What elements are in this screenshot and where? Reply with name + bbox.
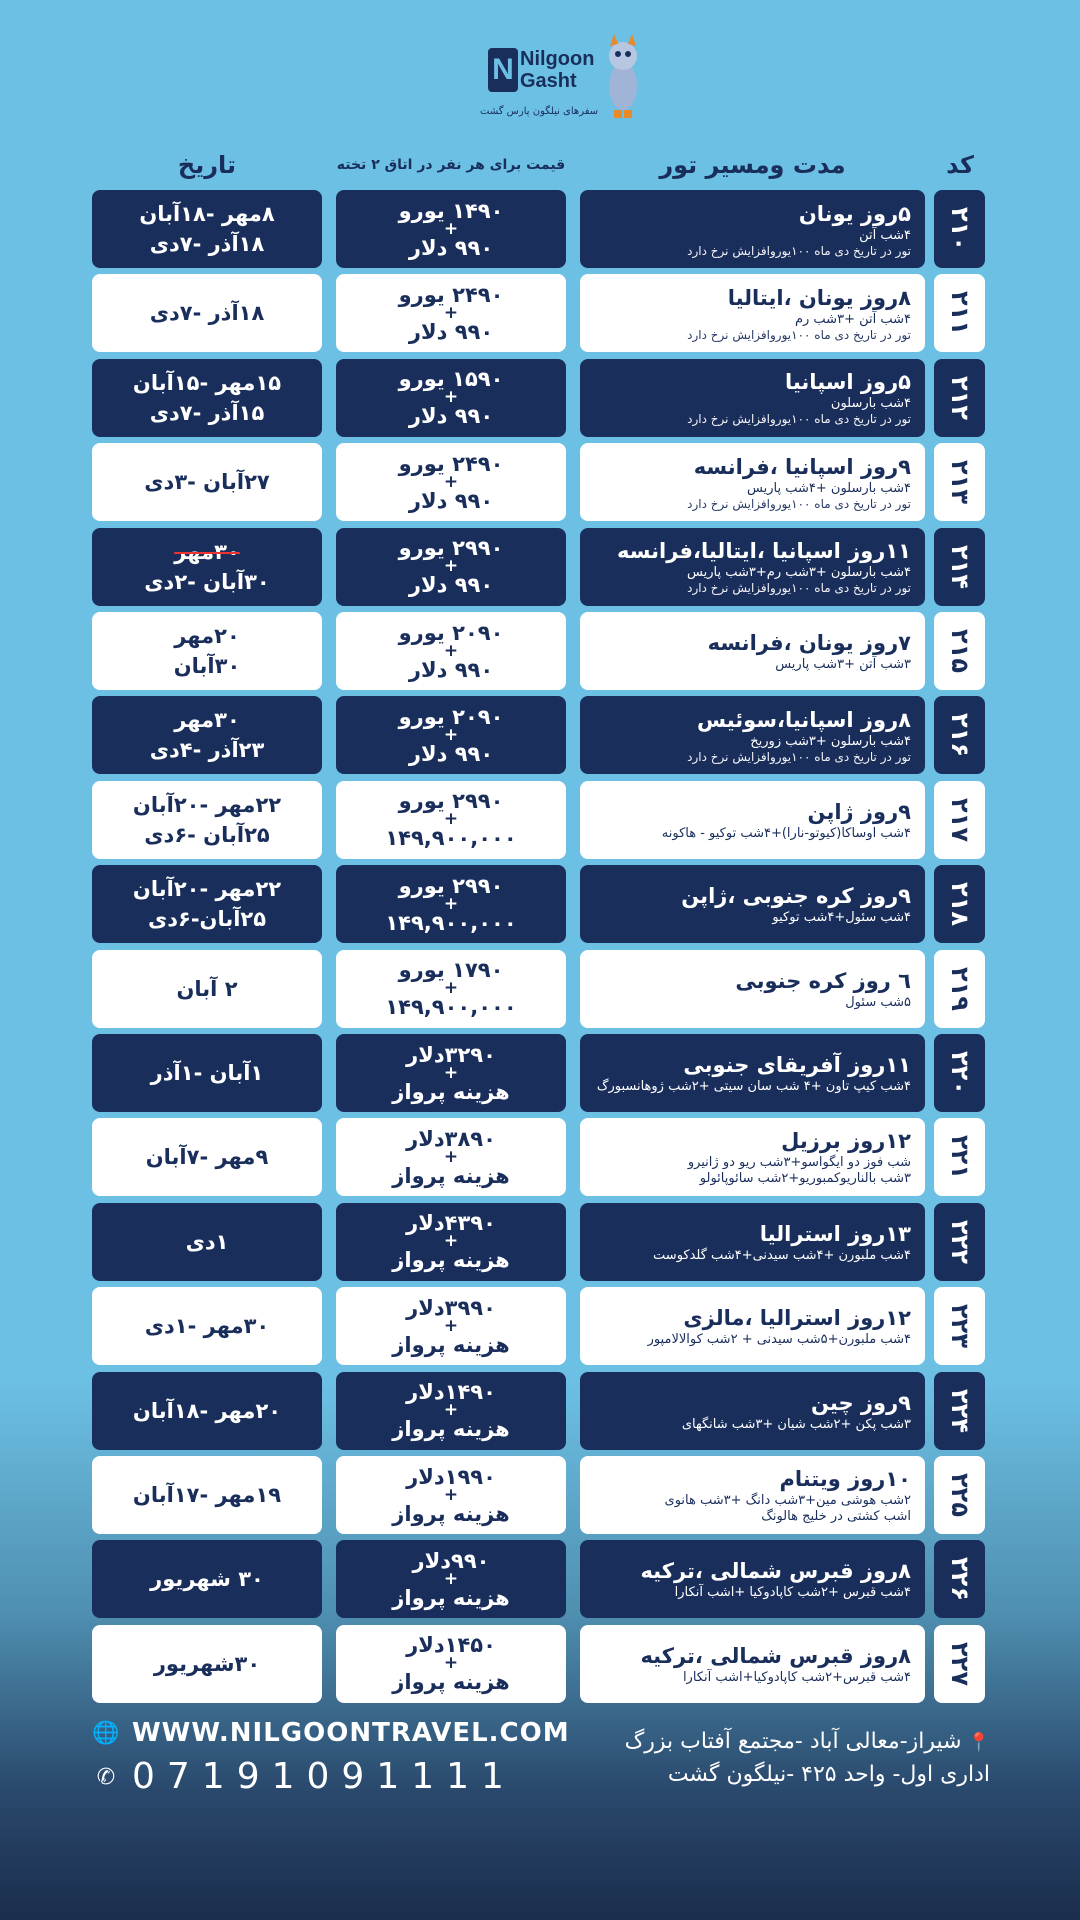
tour-code: ۲۲۲ (945, 1219, 974, 1264)
tour-code: ۲۱۵ (945, 629, 974, 673)
tour-title: ۱۲روز استرالیا ،مالزی (683, 1306, 911, 1331)
tour-detail: اشب کشتی در خلیج هالونگ (761, 1509, 911, 1524)
tour-date-cell (92, 359, 322, 437)
tour-detail: شب فوز دو ایگواسو+۳شب ریو دو ژانیرو (687, 1155, 911, 1171)
tour-date: ۱۸آذر -۷دی (149, 232, 265, 256)
tour-date: ۲۰مهر (174, 624, 240, 648)
price-plus: + (443, 809, 459, 830)
tour-price-cell (336, 1287, 566, 1365)
tour-code: ۲۲۵ (945, 1473, 974, 1517)
tour-detail: ۴شب ملبورن+۵شب سیدنی + ۲شب کوالالامپور (647, 1332, 911, 1348)
price-primary: ۲۹۹۰ یورو (398, 789, 504, 814)
header-route: مدت ومسیر تور (659, 151, 846, 179)
tour-date-cell (92, 1540, 322, 1618)
header-price: قیمت برای هر نفر در اتاق ۲ تخته (336, 157, 566, 173)
tour-route-cell (580, 1625, 925, 1703)
tour-row (0, 359, 1080, 437)
tour-code-cell (934, 865, 985, 943)
price-plus: + (443, 387, 459, 408)
mascot-icon (600, 34, 646, 120)
tour-route-cell (580, 359, 925, 437)
price-plus: + (443, 471, 459, 492)
tour-note: تور در تاریخ دی ماه ۱۰۰یوروافزایش نرخ دارد (687, 412, 911, 427)
tour-date: ۲ آبان (176, 976, 238, 1001)
tour-date: ۲۳آذر -۴دی (149, 738, 265, 763)
tour-note: تور در تاریخ دی ماه ۱۰۰یوروافزایش نرخ دارد (687, 327, 911, 342)
tour-row (0, 443, 1080, 521)
tour-title: ۱۲روز برزیل (781, 1129, 911, 1154)
price-secondary: ۹۹۰ دلار (408, 657, 494, 682)
tour-detail: ۲شب هوشی مین+۳شب دانگ +۳شب هانوی (664, 1493, 911, 1508)
tour-code: ۲۲۷ (945, 1641, 974, 1686)
tour-date: ۳۰آبان (173, 654, 241, 678)
tour-row (0, 1540, 1080, 1618)
tour-code-cell (934, 190, 985, 268)
tour-row (0, 612, 1080, 690)
tour-date-cell (92, 1203, 322, 1281)
tour-code: ۲۲۱ (945, 1135, 974, 1180)
tour-route-cell (580, 781, 925, 859)
tour-code: ۲۱۳ (945, 460, 974, 505)
price-secondary: ۹۹۰ دلار (408, 741, 494, 766)
tour-date-cell (92, 1625, 322, 1703)
price-plus: + (443, 556, 459, 577)
tour-date: ۳۰مهر -۱دی (144, 1314, 270, 1339)
tour-title: ۱۱روز اسپانیا ،ایتالیا،فرانسه (617, 539, 911, 564)
price-primary: ۲۴۹۰ یورو (398, 451, 504, 476)
tour-price-cell (336, 274, 566, 352)
tour-date-cell (92, 1456, 322, 1534)
tour-title: ۱۳روز استرالیا (759, 1221, 911, 1246)
tour-date-cell (92, 950, 322, 1028)
tour-code-cell (934, 950, 985, 1028)
tour-route-cell (580, 1034, 925, 1112)
tour-code-cell (934, 443, 985, 521)
tour-row (0, 781, 1080, 859)
tour-detail: ۳شب آتن +۳شب پاریس (775, 657, 911, 672)
tour-code-cell (934, 612, 985, 690)
tour-date-cell (92, 865, 322, 943)
tour-date: ۳۰شهریور (153, 1651, 261, 1676)
tour-date-cell (92, 781, 322, 859)
tour-title: ۵روز اسپانیا (784, 370, 911, 395)
brand-name-line1: Nilgoon (520, 48, 595, 70)
tour-row (0, 528, 1080, 606)
tour-code: ۲۱۱ (945, 291, 974, 336)
tour-route-cell (580, 274, 925, 352)
price-secondary: ۹۹۰ دلار (408, 404, 494, 429)
tour-date: ۲۵آبان-۶دی (147, 907, 267, 932)
price-primary: ۱۵۹۰ یورو (398, 367, 504, 392)
tour-price-cell (336, 865, 566, 943)
tour-row (0, 1287, 1080, 1365)
tour-price-cell (336, 1456, 566, 1534)
tour-code: ۲۱۷ (945, 797, 974, 842)
price-secondary: هزینه پرواز (392, 1248, 510, 1273)
price-plus: + (443, 1568, 459, 1589)
tour-price-cell (336, 612, 566, 690)
tour-detail: ۳شب بالناریوکمبوریو+۲شب سائوپائولو (699, 1171, 911, 1187)
tour-date: ۲۲مهر -۲۰آبان (132, 877, 282, 902)
www-globe-icon: 🌐 (92, 1721, 121, 1746)
tour-code: ۲۱۲ (945, 375, 974, 420)
price-plus: + (443, 302, 459, 323)
tour-title: ۹روز چین (811, 1390, 911, 1415)
tour-code: ۲۲۶ (945, 1557, 974, 1602)
tour-row (0, 274, 1080, 352)
price-secondary: هزینه پرواز (392, 1163, 510, 1188)
tour-title: ۸روز اسپانیا،سوئیس (697, 707, 911, 732)
phone-number[interactable] (92, 1756, 516, 1797)
tour-detail: ۴شب اوساکا(کیوتو-نارا)+۴شب توکیو - هاکونه (661, 825, 911, 841)
tour-note: تور در تاریخ دی ماه ۱۰۰یوروافزایش نرخ دارد (687, 749, 911, 764)
price-plus: + (443, 724, 459, 745)
price-secondary: ۱۴۹,۹۰۰,۰۰۰ (385, 910, 517, 935)
price-primary: ۱۹۹۰دلار (406, 1464, 496, 1489)
tour-code-cell (934, 1287, 985, 1365)
price-primary: ۹۹۰دلار (412, 1548, 490, 1573)
tour-route-cell (580, 190, 925, 268)
tour-route-cell (580, 1372, 925, 1450)
tour-title: ۸روز یونان ،ایتالیا (727, 285, 911, 310)
tour-title: ۱۰روز ویتنام (779, 1467, 911, 1491)
price-secondary: هزینه پرواز (392, 1670, 510, 1695)
tour-price-cell (336, 190, 566, 268)
tour-detail: ۴شب سئول+۴شب توکیو (772, 910, 911, 926)
website[interactable] (92, 1718, 570, 1748)
tour-route-cell (580, 1203, 925, 1281)
tour-date: ۲۲مهر -۲۰آبان (132, 792, 282, 817)
tour-date: ۱۵آذر -۷دی (149, 400, 265, 425)
tour-code-cell (934, 1034, 985, 1112)
tour-code: ۲۲۴ (945, 1388, 974, 1433)
tour-price-cell (336, 1540, 566, 1618)
price-secondary: هزینه پرواز (392, 1079, 510, 1104)
tour-title: ۸روز قبرس شمالی ،ترکیه (640, 1559, 911, 1584)
tour-code-cell (934, 1203, 985, 1281)
tour-title: ۹روز اسپانیا ،فرانسه (693, 454, 911, 479)
tour-price-cell (336, 950, 566, 1028)
price-primary: ۱۷۹۰ یورو (398, 958, 504, 983)
tour-date-cell (92, 274, 322, 352)
tour-date: ۲۷آبان -۳دی (144, 470, 270, 495)
tour-route-cell (580, 950, 925, 1028)
tour-detail: ۴شب بارسلون +۳شب رم+۳شب پاریس (687, 565, 911, 581)
tour-date: ۱دی (185, 1229, 229, 1254)
price-primary: ۳۲۹۰دلار (406, 1042, 496, 1067)
tour-route-cell (580, 1118, 925, 1196)
address-line2: اداری اول- واحد ۴۲۵ -نیلگون گشت (667, 1762, 990, 1787)
tour-code-cell (934, 696, 985, 774)
tour-title: ۹روز کره جنوبی ،ژاپن (681, 884, 911, 909)
price-secondary: هزینه پرواز (392, 1332, 510, 1357)
brand-name (520, 48, 595, 92)
tour-date-cell (92, 1372, 322, 1450)
price-plus: + (443, 1484, 459, 1505)
price-secondary: ۹۹۰ دلار (408, 573, 494, 598)
price-secondary: ۹۹۰ دلار (408, 319, 494, 344)
price-plus: + (443, 1231, 459, 1252)
tour-price-cell (336, 1034, 566, 1112)
tour-title: ۱۱روز آفریقای جنوبی (683, 1053, 911, 1077)
tour-date: ۳۰ شهریور (150, 1567, 264, 1592)
tour-title: ۸روز قبرس شمالی ،ترکیه (640, 1643, 911, 1668)
tour-date-cell (92, 1287, 322, 1365)
header-code: کد (946, 151, 974, 179)
tour-date-cell (92, 612, 322, 690)
tour-note: تور در تاریخ دی ماه ۱۰۰یوروافزایش نرخ دارد (687, 243, 911, 258)
tour-detail: ۴شب قبرس +۲شب کاپادوکیا +اشب آنکارا (674, 1585, 911, 1601)
tour-row (0, 865, 1080, 943)
brand-tagline: سفرهای نیلگون پارس گشت (480, 106, 599, 117)
tour-row (0, 950, 1080, 1028)
tour-code-cell (934, 1456, 985, 1534)
tour-date: ۱آبان -۱آذر (150, 1061, 264, 1085)
tour-row (0, 696, 1080, 774)
tour-date-cell (92, 1034, 322, 1112)
tour-route-cell (580, 612, 925, 690)
tour-price-cell (336, 1372, 566, 1450)
price-primary: ۲۹۹۰ یورو (398, 536, 504, 561)
price-primary: ۲۴۹۰ یورو (398, 282, 504, 307)
tour-code-cell (934, 781, 985, 859)
tour-date: ۱۵مهر -۱۵آبان (132, 370, 282, 395)
tour-code: ۲۱۴ (945, 544, 974, 589)
price-plus: + (443, 640, 459, 661)
tour-route-cell (580, 1456, 925, 1534)
tour-route-cell (580, 443, 925, 521)
price-secondary: هزینه پرواز (392, 1501, 510, 1526)
tour-title: ۵روز یونان (798, 201, 911, 226)
tour-route-cell (580, 528, 925, 606)
tour-date: ۲۰مهر -۱۸آبان (132, 1398, 282, 1423)
tour-detail: ۴شب آتن +۳شب رم (794, 311, 911, 327)
tour-code: ۲۱۰ (945, 207, 974, 251)
tour-date: ۳۰مهر (174, 539, 240, 564)
tour-code: ۲۱۹ (945, 966, 974, 1011)
tour-code-cell (934, 274, 985, 352)
price-secondary: هزینه پرواز (392, 1585, 510, 1610)
tour-date: ۳۰مهر (174, 708, 240, 733)
tour-row (0, 1456, 1080, 1534)
tour-detail: ۴شب بارسلون (830, 396, 911, 412)
tour-detail: ۴شب بارسلون +۴شب پاریس (747, 480, 911, 496)
tour-row (0, 1625, 1080, 1703)
tour-price-cell (336, 443, 566, 521)
tour-code-cell (934, 359, 985, 437)
tour-code-cell (934, 1118, 985, 1196)
address-line1: 📍شیراز-معالی آباد -مجتمع آفتاب بزرگ (590, 1726, 990, 1759)
tour-detail: ۵شب سئول (845, 994, 911, 1010)
tour-detail: ۴شب آتن (859, 227, 911, 243)
price-plus: + (443, 1062, 459, 1083)
tour-date: ۱۸آذر -۷دی (149, 301, 265, 326)
tour-code-cell (934, 1372, 985, 1450)
tour-price-cell (336, 696, 566, 774)
tour-date-cell (92, 190, 322, 268)
tour-date: ۲۵آبان -۶دی (144, 822, 270, 847)
tour-price-cell (336, 359, 566, 437)
tour-date-cell (92, 696, 322, 774)
price-primary: ۴۳۹۰دلار (406, 1211, 496, 1236)
tour-row (0, 1372, 1080, 1450)
price-primary: ۲۰۹۰ یورو (398, 620, 504, 645)
phone-text: 07191091111 (132, 1756, 516, 1797)
tour-detail: ۴شب قبرس+۲شب کاپادوکیا+اشب آنکارا (682, 1669, 911, 1685)
price-plus: + (443, 218, 459, 239)
price-secondary: هزینه پرواز (392, 1417, 510, 1442)
tour-price-cell (336, 1625, 566, 1703)
price-primary: ۲۰۹۰ یورو (398, 704, 504, 729)
tour-code: ۲۱۶ (945, 713, 974, 758)
tour-route-cell (580, 696, 925, 774)
price-primary: ۱۴۹۰ یورو (398, 198, 504, 223)
tour-price-cell (336, 528, 566, 606)
tour-price-cell (336, 781, 566, 859)
tour-title: ۷روز یونان ،فرانسه (707, 631, 911, 655)
tour-row (0, 190, 1080, 268)
tour-title: ۹روز ژاپن (807, 799, 911, 824)
tour-row (0, 1118, 1080, 1196)
tour-code: ۲۲۳ (945, 1304, 974, 1349)
tour-note: تور در تاریخ دی ماه ۱۰۰یوروافزایش نرخ دارد (687, 496, 911, 511)
tour-price-cell (336, 1203, 566, 1281)
tour-code-cell (934, 1540, 985, 1618)
brand-logo (480, 34, 660, 124)
price-secondary: ۱۴۹,۹۰۰,۰۰۰ (385, 826, 517, 851)
tour-route-cell (580, 865, 925, 943)
price-primary: ۳۸۹۰دلار (406, 1126, 496, 1151)
price-plus: + (443, 1400, 459, 1421)
tour-row (0, 1203, 1080, 1281)
tour-date-cell (92, 528, 322, 606)
tour-date: ۸مهر -۱۸آبان (139, 202, 275, 226)
tour-date: ۳۰آبان -۲دی (144, 569, 270, 594)
tour-date-cell (92, 443, 322, 521)
tour-date: ۱۹مهر -۱۷آبان (132, 1483, 282, 1507)
tour-date-cell (92, 1118, 322, 1196)
price-secondary: ۹۹۰ دلار (408, 488, 494, 513)
tour-detail: ۴شب ملبورن +۴شب سیدنی+۴شب گلدکوست (653, 1247, 911, 1263)
price-plus: + (443, 1146, 459, 1167)
tour-detail: ۴شب بارسلون +۳شب زوریخ (750, 733, 911, 749)
tour-title: ٦ روز کره جنوبی (735, 968, 911, 993)
location-pin-icon: 📍 (967, 1732, 990, 1753)
price-secondary: ۹۹۰ دلار (408, 235, 494, 260)
tour-code-cell (934, 528, 985, 606)
logo-mark-icon: N (488, 48, 518, 92)
tour-route-cell (580, 1287, 925, 1365)
price-primary: ۲۹۹۰ یورو (398, 873, 504, 898)
tour-code: ۲۱۸ (945, 882, 974, 927)
tour-price-cell (336, 1118, 566, 1196)
tour-code: ۲۲۰ (945, 1051, 974, 1095)
phone-icon: ✆ (96, 1765, 116, 1790)
tour-detail: ۴شب کیپ تاون +۴ شب سان سیتی +۲شب ژوهانسبورگ (596, 1079, 911, 1094)
price-plus: + (443, 1315, 459, 1336)
address-block (590, 1726, 990, 1791)
price-plus: + (443, 1653, 459, 1674)
price-primary: ۱۴۵۰دلار (406, 1633, 496, 1658)
tour-route-cell (580, 1540, 925, 1618)
price-plus: + (443, 893, 459, 914)
price-primary: ۳۹۹۰دلار (406, 1295, 496, 1320)
price-primary: ۱۴۹۰دلار (406, 1380, 496, 1405)
tour-detail: ۳شب پکن +۲شب شیان +۳شب شانگهای (681, 1416, 911, 1432)
header-date: تاریخ (177, 151, 237, 179)
price-plus: + (443, 978, 459, 999)
tour-code-cell (934, 1625, 985, 1703)
tour-row (0, 1034, 1080, 1112)
brand-name-line2: Gasht (520, 70, 577, 92)
tour-date: ۹مهر -۷آبان (145, 1145, 269, 1170)
tour-note: تور در تاریخ دی ماه ۱۰۰یوروافزایش نرخ دارد (687, 581, 911, 596)
price-secondary: ۱۴۹,۹۰۰,۰۰۰ (385, 995, 517, 1020)
website-text: WWW.NILGOONTRAVEL.COM (132, 1718, 570, 1748)
